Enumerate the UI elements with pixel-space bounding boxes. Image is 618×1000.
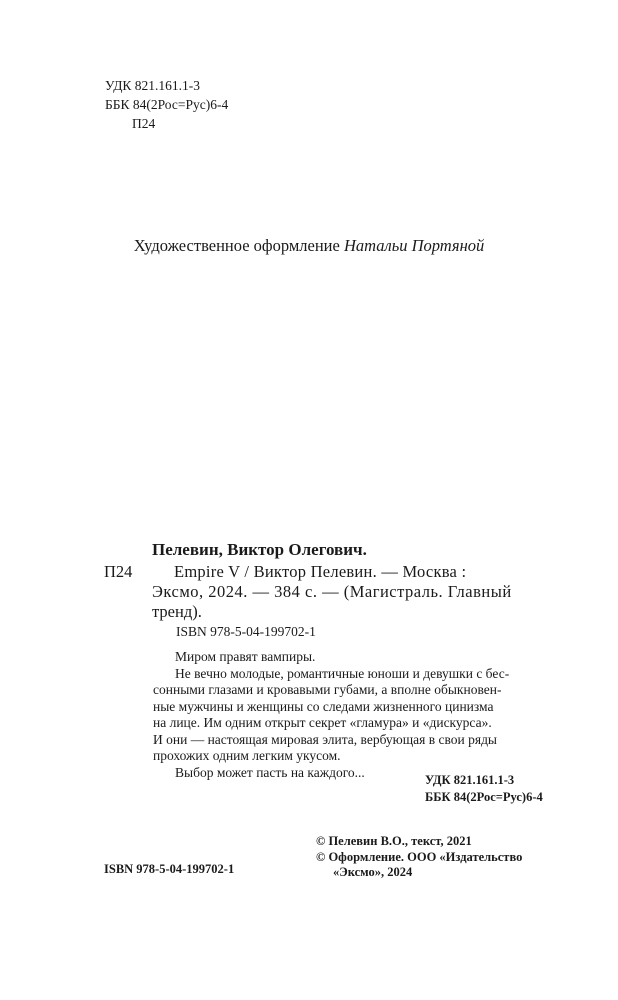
description-line: тренд). [152,602,202,621]
top-classification [105,76,228,133]
annotation-line: И они — настоящая мировая элита, вербующая в свои ряды [153,731,498,747]
author-sign: П24 [132,116,156,131]
copyright-line: © Оформление. ООО «Издательство [316,849,523,864]
udk-code-bottom: УДК 821.161.1-3 [425,773,515,787]
design-credit-text: Художественное оформление [133,236,344,255]
bottom-classification [425,772,543,805]
annotation-line: на лице. Им одним открыт секрет «гламура» и «дискурса». [153,715,492,730]
annotation-line: ные мужчины и женщины со следами жизненного цинизма [153,698,494,714]
bbk-code-bottom: ББК 84(2Рос=Рус)6-4 [425,789,543,804]
annotation-line: прохожих одним легким укусом. [153,748,341,763]
annotation-line: Выбор может пасть на каждого... [175,764,365,780]
isbn-bottom: ISBN 978-5-04-199702-1 [104,862,235,876]
annotation [153,649,509,781]
annotation-line: Миром правят вампиры. [175,649,316,664]
catalog-author-sign: П24 [104,562,133,581]
description-line: Эксмо, 2024. — 384 с. — (Магистраль. Главный [152,582,512,601]
copyright-line: «Эксмо», 2024 [333,865,413,879]
catalog-author: Пелевин, Виктор Олегович. [152,540,367,559]
design-credit-artist: Натальи Портяной [343,236,485,255]
annotation-line: Не вечно молодые, романтичные юноши и девушки с бес- [175,665,510,681]
bbk-code: ББК 84(2Рос=Рус)6-4 [105,97,229,112]
copyright-line: © Пелевин В.О., текст, 2021 [316,834,472,848]
catalog-description [152,562,552,622]
design-credit [0,236,618,256]
copyright-block [316,834,522,881]
udk-code: УДК 821.161.1-3 [105,78,201,93]
description-line: Empire V / Виктор Пелевин. — Москва : [174,562,467,581]
annotation-line: сонными глазами и кровавыми губами, а вполне обыкновен- [153,682,502,697]
catalog-isbn: ISBN 978-5-04-199702-1 [176,624,316,639]
